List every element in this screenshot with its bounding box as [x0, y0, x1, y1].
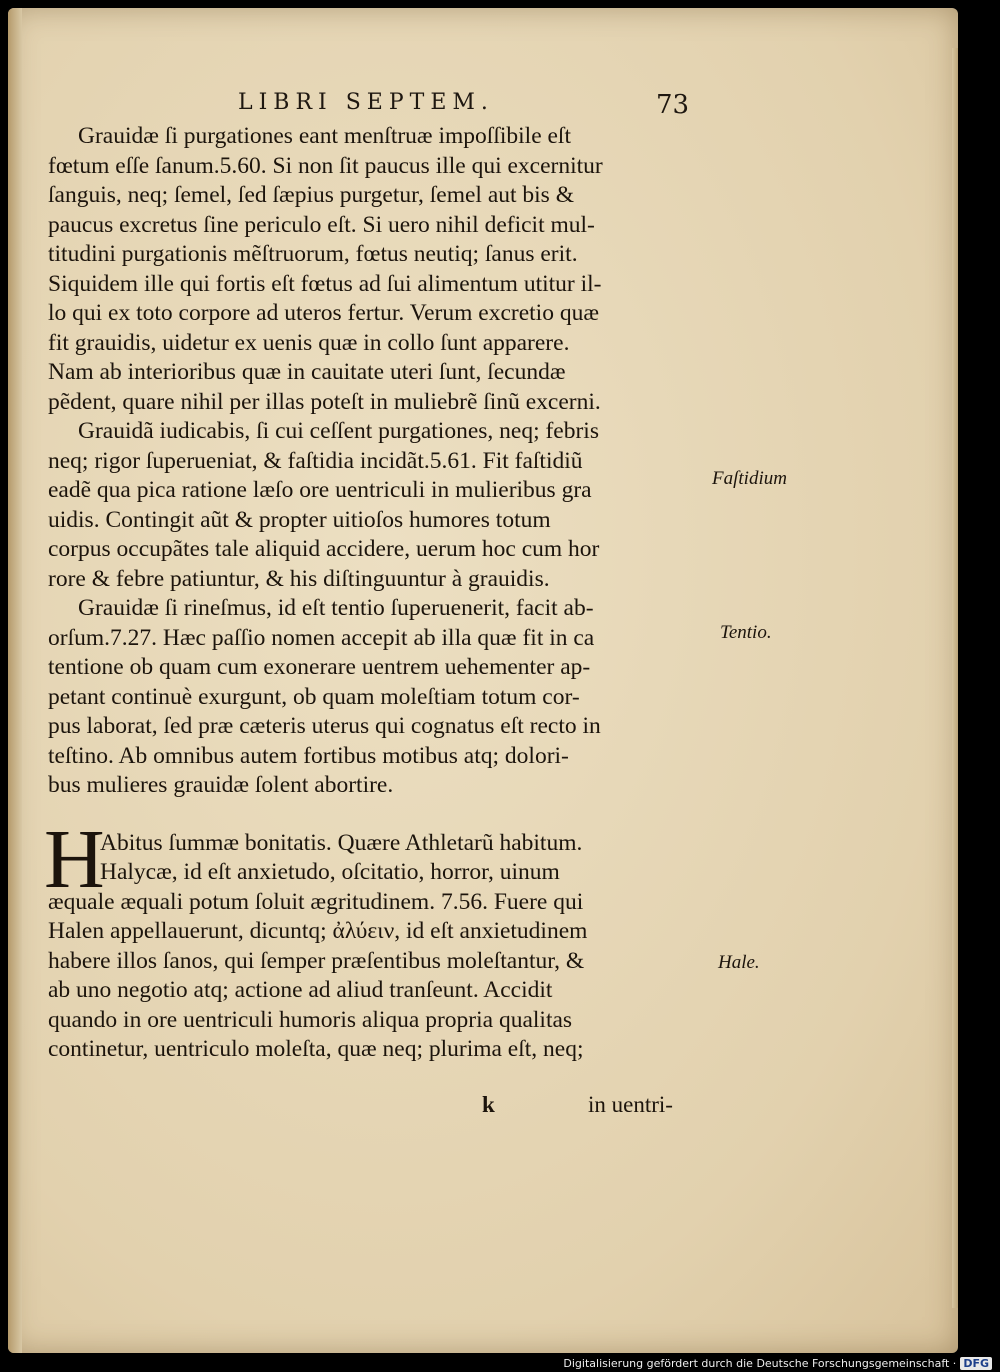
text-line: titudini purgationis mẽſtruorum, fœtus neutiq; ſanus erit.: [48, 241, 578, 267]
text-line: uidis. Contingit aũt & propter uitioſos humores totum: [48, 506, 551, 533]
text-line: ſanguis, neq; ſemel, ſed ſæpius purgetur, ſemel aut bis &: [48, 182, 574, 208]
text-line: Grauidæ ſi rineſmus, id eſt tentio ſuperuenerit, facit ab-: [78, 595, 594, 621]
text-line: rore & febre patiuntur, & his diſtinguuntur à grauidis.: [48, 565, 550, 592]
text-line: paucus excretus ſine periculo eſt. Si uero nihil deficit mul-: [48, 211, 595, 238]
section-gap: [48, 801, 708, 829]
paragraph-grauidae-tentio: [48, 594, 708, 801]
text-line: Grauidã iudicabis, ſi cui ceſſent purgationes, neq; febris: [78, 418, 599, 444]
text-line: quando in ore uentriculi humoris aliqua propria qualitas: [48, 1006, 573, 1033]
dfg-logo: DFG: [960, 1357, 992, 1370]
text-line: orſum.7.27. Hæc paſſio nomen accepit ab illa quæ fit in ca: [48, 624, 595, 651]
text-line: fit grauidis, uidetur ex uenis quæ in collo ſunt apparere.: [48, 329, 570, 356]
text-line: Halycæ, id eſt anxietudo, oſcitatio, horror, uinum: [100, 859, 560, 885]
margin-note-fastidium: Faſtidium: [712, 468, 787, 489]
text-line: bus mulieres grauidæ ſolent abortire.: [48, 772, 394, 798]
folio-number: 73: [656, 90, 690, 120]
text-line: pus laborat, ſed præ cæteris uterus qui cognatus eſt recto in: [48, 713, 601, 739]
text-line: Abitus ſummæ bonitatis. Quære Athletarũ habitum.: [100, 829, 583, 856]
main-text-block: [44, 122, 708, 1065]
text-line: teſtino. Ab omnibus autem fortibus motibus atq; dolori-: [48, 742, 569, 769]
margin-note-tentio: Tentio.: [720, 622, 772, 643]
running-title: LIBRI SEPTEM.: [238, 90, 494, 115]
footer-text: Digitalisierung gefördert durch die Deutsche Forschungsgemeinschaft ·: [563, 1357, 957, 1370]
text-line: tentione ob quam cum exonerare uentrem uehementer ap-: [48, 654, 591, 680]
margin-note-hale: Hale.: [718, 952, 760, 973]
text-line: habere illos ſanos, qui ſemper præſentibus moleſtantur, &: [48, 947, 585, 974]
text-line: lo qui ex toto corpore ad uteros fertur. Verum excretio quæ: [48, 300, 600, 326]
section-habitus: [44, 812, 708, 1065]
text-line: corpus occupãtes tale aliquid accidere, uerum hoc cum hor: [48, 536, 600, 562]
catchword: in uentri-: [588, 1092, 673, 1117]
text-line: ab uno negotio atq; actione ad aliud tranſeunt. Accidit: [48, 977, 553, 1003]
text-line: fœtum eſſe ſanum.5.60. Si non ſit paucus ille qui excernitur: [48, 152, 603, 179]
text-line: Grauidæ ſi purgationes eant menſtruæ impoſſibile eſt: [78, 123, 571, 149]
book-page: [8, 8, 958, 1353]
page-spine-shadow: [8, 8, 22, 1353]
page-edge: [952, 48, 958, 1308]
paragraph-grauidam-iudicabis: [48, 417, 708, 594]
text-line: Halen appellauerunt, dicuntq; ἀλύειν, id eſt anxietudinem: [48, 918, 588, 944]
signature-mark: k: [482, 1092, 495, 1117]
text-line: neq; rigor ſuperueniat, & faſtidia incidãt.5.61. Fit faſtidiũ: [48, 447, 583, 474]
text-line: continetur, uentriculo moleſta, quæ neq; plurima eſt, neq;: [48, 1036, 584, 1062]
drop-cap: H: [44, 812, 105, 906]
text-line: pẽdent, quare nihil per illas poteſt in muliebrẽ ſinũ excerni.: [48, 388, 601, 415]
text-line: eadẽ qua pica ratione læſo ore uentriculi in mulieribus gra: [48, 477, 592, 503]
text-line: petant continuè exurgunt, ob quam moleſtiam totum cor-: [48, 683, 580, 710]
digitization-footer: [563, 1357, 992, 1370]
text-line: Siquidem ille qui fortis eſt fœtus ad ſui alimentum utitur il-: [48, 270, 602, 297]
text-line: Nam ab interioribus quæ in cauitate uteri ſunt, ſecundæ: [48, 359, 566, 385]
text-line: æquale æquali potum ſoluit ægritudinem. 7.56. Fuere qui: [48, 888, 584, 915]
paragraph-grauidae-purgationes: [48, 122, 708, 417]
